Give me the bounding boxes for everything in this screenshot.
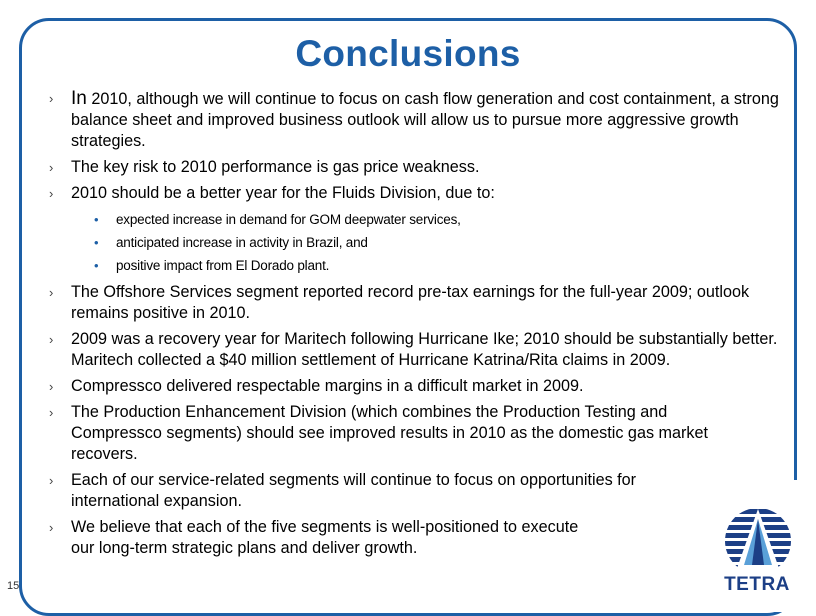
chevron-bullet-icon: › — [49, 186, 54, 201]
bullet-text: We believe that each of the five segments is well-positioned to execute — [71, 518, 579, 536]
bullet-item — [49, 376, 789, 397]
sub-bullet-text: anticipated increase in activity in Brazil, and — [116, 235, 368, 250]
chevron-bullet-icon: › — [49, 520, 54, 535]
chevron-bullet-icon: › — [49, 379, 54, 394]
dot-bullet-icon: • — [94, 212, 99, 227]
bullet-text: The Production Enhancement Division (which combines the Production Testing and Compressco segments) should see improved results in 2010 as the domestic gas market recovers. — [71, 403, 709, 463]
sub-bullet-text: positive impact from El Dorado plant. — [116, 258, 330, 273]
bullet-item — [49, 402, 789, 465]
bullet-item — [49, 183, 789, 277]
bullet-text: 2009 was a recovery year for Maritech following Hurricane Ike; 2010 should be substantially better. Maritech collected a $40 million settlement of Hurricane Katrina/Rita claims in 2009. — [71, 330, 778, 369]
bullet-item — [49, 282, 789, 324]
sub-bullet-item — [71, 254, 789, 277]
sub-bullet-text: expected increase in demand for GOM deepwater services, — [116, 212, 461, 227]
chevron-bullet-icon: › — [49, 285, 54, 300]
bullet-text: Each of our service-related segments will continue to focus on opportunities for international expansion. — [71, 471, 637, 510]
bullet-text: our long-term strategic plans and deliver growth. — [71, 539, 418, 557]
bullet-list — [49, 88, 789, 564]
bullet-item — [49, 88, 789, 152]
chevron-bullet-icon: › — [49, 473, 54, 488]
bullet-lead-word: In — [71, 88, 87, 109]
bullet-text: The key risk to 2010 performance is gas price weakness. — [71, 158, 480, 176]
chevron-bullet-icon: › — [49, 332, 54, 347]
sub-bullet-item — [71, 208, 789, 231]
chevron-bullet-icon: › — [49, 91, 54, 106]
bullet-text: 2010 should be a better year for the Fluids Division, due to: — [71, 184, 495, 202]
sub-bullet-item — [71, 231, 789, 254]
chevron-bullet-icon: › — [49, 160, 54, 175]
slide-title: Conclusions — [295, 33, 521, 74]
bullet-item — [49, 329, 789, 371]
bullet-item — [49, 517, 789, 559]
bullet-item — [49, 157, 789, 178]
logo-wordmark: TETRA — [724, 574, 790, 595]
sub-bullet-list — [71, 208, 789, 277]
chevron-bullet-icon: › — [49, 405, 54, 420]
bullet-item — [49, 470, 789, 512]
dot-bullet-icon: • — [94, 235, 99, 250]
dot-bullet-icon: • — [94, 258, 99, 273]
bullet-text: 2010, although we will continue to focus on cash flow generation and cost containment, a strong balance sheet and improved business outlook will allow us to pursue more aggressive growth strategies. — [71, 90, 779, 150]
bullet-text: Compressco delivered respectable margins in a difficult market in 2009. — [71, 377, 584, 395]
bullet-text: The Offshore Services segment reported record pre-tax earnings for the full-year 2009; outlook remains positive in 2010. — [71, 283, 750, 322]
page-number: 15 — [7, 580, 20, 592]
